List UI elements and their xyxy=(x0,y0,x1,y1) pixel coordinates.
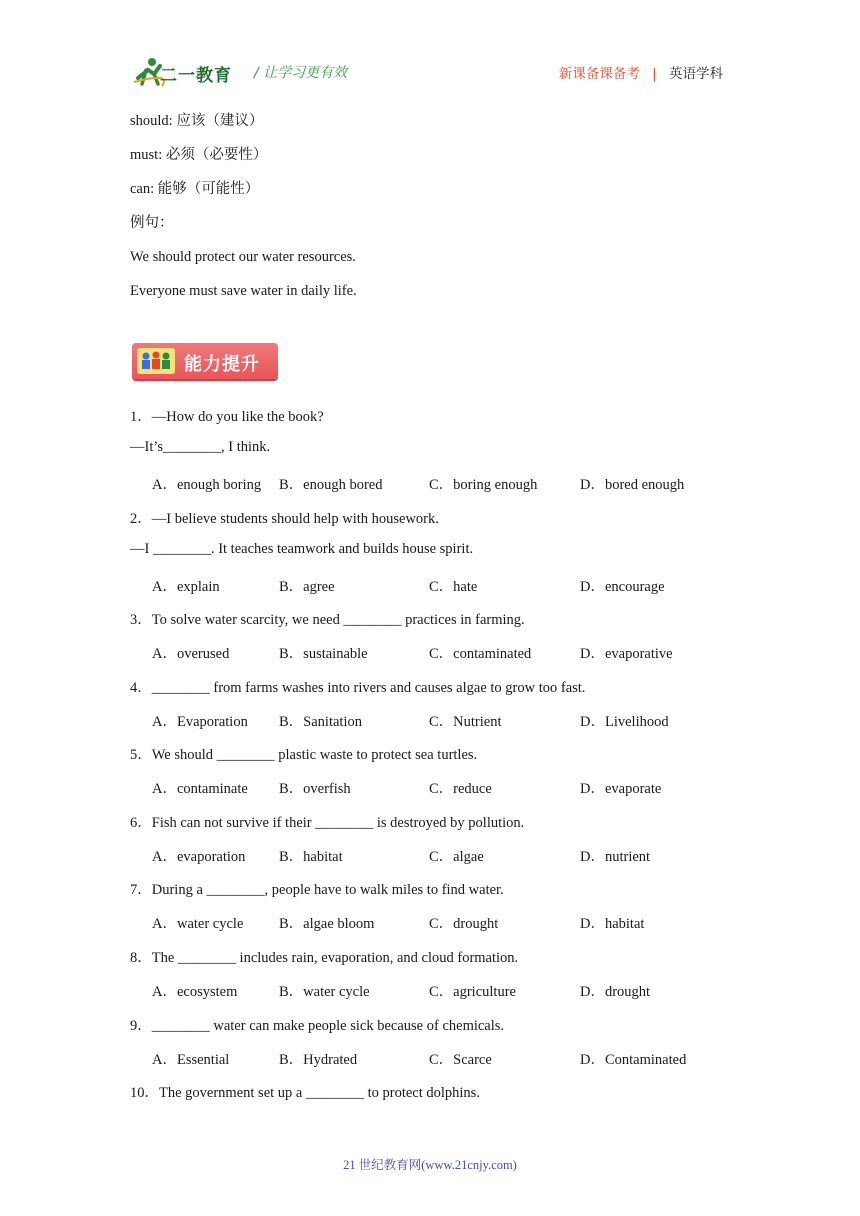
option-a: A．Evaporation xyxy=(152,714,248,730)
option-d: D．Contaminated xyxy=(580,1052,687,1068)
question-stem: 3．To solve water scarcity, we need ________ practices in farming. xyxy=(130,612,525,628)
question-stem: 8．The ________ includes rain, evaporation, and cloud formation. xyxy=(130,950,519,966)
option-d: D．Livelihood xyxy=(580,714,669,730)
note-line: 例句： xyxy=(130,215,174,231)
question-stem: 6．Fish can not survive if their ________ is destroyed by pollution. xyxy=(130,815,525,831)
option-d: D．nutrient xyxy=(580,849,651,865)
option-d: D．habitat xyxy=(580,916,645,932)
option-b: B．habitat xyxy=(279,849,343,865)
option-b: B．water cycle xyxy=(279,984,370,1000)
option-a: A．explain xyxy=(152,579,220,595)
option-d: D．drought xyxy=(580,984,651,1000)
subject-label: 英语学科 xyxy=(669,66,723,82)
option-d: D．encourage xyxy=(580,579,665,595)
option-d: D．evaporate xyxy=(580,781,662,797)
question-stem: 2．—I believe students should help with housework. xyxy=(130,511,439,527)
option-c: C．hate xyxy=(429,579,478,595)
option-row xyxy=(152,473,712,493)
option-c: C．algae xyxy=(429,849,484,865)
option-d: D．bored enough xyxy=(580,477,685,493)
logo-text: 二一教育 xyxy=(160,66,232,86)
header-separator: | xyxy=(652,66,657,82)
option-a: A．ecosystem xyxy=(152,984,238,1000)
option-c: C．boring enough xyxy=(429,477,538,493)
question-stem: 10．The government set up a ________ to protect dolphins. xyxy=(130,1085,480,1101)
section-badge xyxy=(132,343,278,379)
question-stem: —It’s________, I think. xyxy=(130,439,271,455)
option-row xyxy=(152,912,712,932)
option-c: C．reduce xyxy=(429,781,492,797)
option-c: C．Scarce xyxy=(429,1052,492,1068)
question-stem: 5．We should ________ plastic waste to protect sea turtles. xyxy=(130,747,478,763)
option-row xyxy=(152,642,712,662)
option-c: C．Nutrient xyxy=(429,714,502,730)
option-c: C．drought xyxy=(429,916,499,932)
option-a: A．enough boring xyxy=(152,477,262,493)
question-stem: 7．During a ________, people have to walk miles to find water. xyxy=(130,882,504,898)
example-sentence: We should protect our water resources. xyxy=(130,249,356,265)
option-b: B．Hydrated xyxy=(279,1052,358,1068)
slogan: / 让学习更有效 xyxy=(254,65,348,81)
option-a: A．contaminate xyxy=(152,781,248,797)
option-b: B．overfish xyxy=(279,781,351,797)
option-row xyxy=(152,710,712,730)
option-c: C．agriculture xyxy=(429,984,516,1000)
option-a: A．water cycle xyxy=(152,916,244,932)
note-line: can: 能够（可能性） xyxy=(130,181,260,197)
option-c: C．contaminated xyxy=(429,646,532,662)
page-header xyxy=(0,0,860,100)
question-stem: 1．—How do you like the book? xyxy=(130,409,324,425)
question-stem: —I ________. It teaches teamwork and builds house spirit. xyxy=(130,541,474,557)
option-b: B．sustainable xyxy=(279,646,368,662)
note-line: should: 应该（建议） xyxy=(130,113,264,129)
section-title: 能力提升 xyxy=(184,354,260,375)
question-stem: 9．________ water can make people sick because of chemicals. xyxy=(130,1018,505,1034)
example-sentence: Everyone must save water in daily life. xyxy=(130,283,357,299)
header-right xyxy=(559,62,723,82)
option-a: A．Essential xyxy=(152,1052,230,1068)
option-b: B．agree xyxy=(279,579,335,595)
course-label: 新课备课备考 xyxy=(558,66,640,82)
page-footer: 21 世纪教育网(www.21cnjy.com) xyxy=(343,1158,517,1172)
option-d: D．evaporative xyxy=(580,646,673,662)
people-icon xyxy=(137,348,175,374)
option-b: B．enough bored xyxy=(279,477,383,493)
option-row xyxy=(152,777,712,797)
question-stem: 4．________ from farms washes into rivers and causes algae to grow too fast. xyxy=(130,680,586,696)
option-row xyxy=(152,980,712,1000)
option-a: A．evaporation xyxy=(152,849,246,865)
option-row xyxy=(152,1048,712,1068)
note-line: must: 必须（必要性） xyxy=(130,147,268,163)
option-a: A．overused xyxy=(152,646,230,662)
option-row xyxy=(152,575,712,595)
option-row xyxy=(152,845,712,865)
option-b: B．Sanitation xyxy=(279,714,362,730)
option-b: B．algae bloom xyxy=(279,916,375,932)
